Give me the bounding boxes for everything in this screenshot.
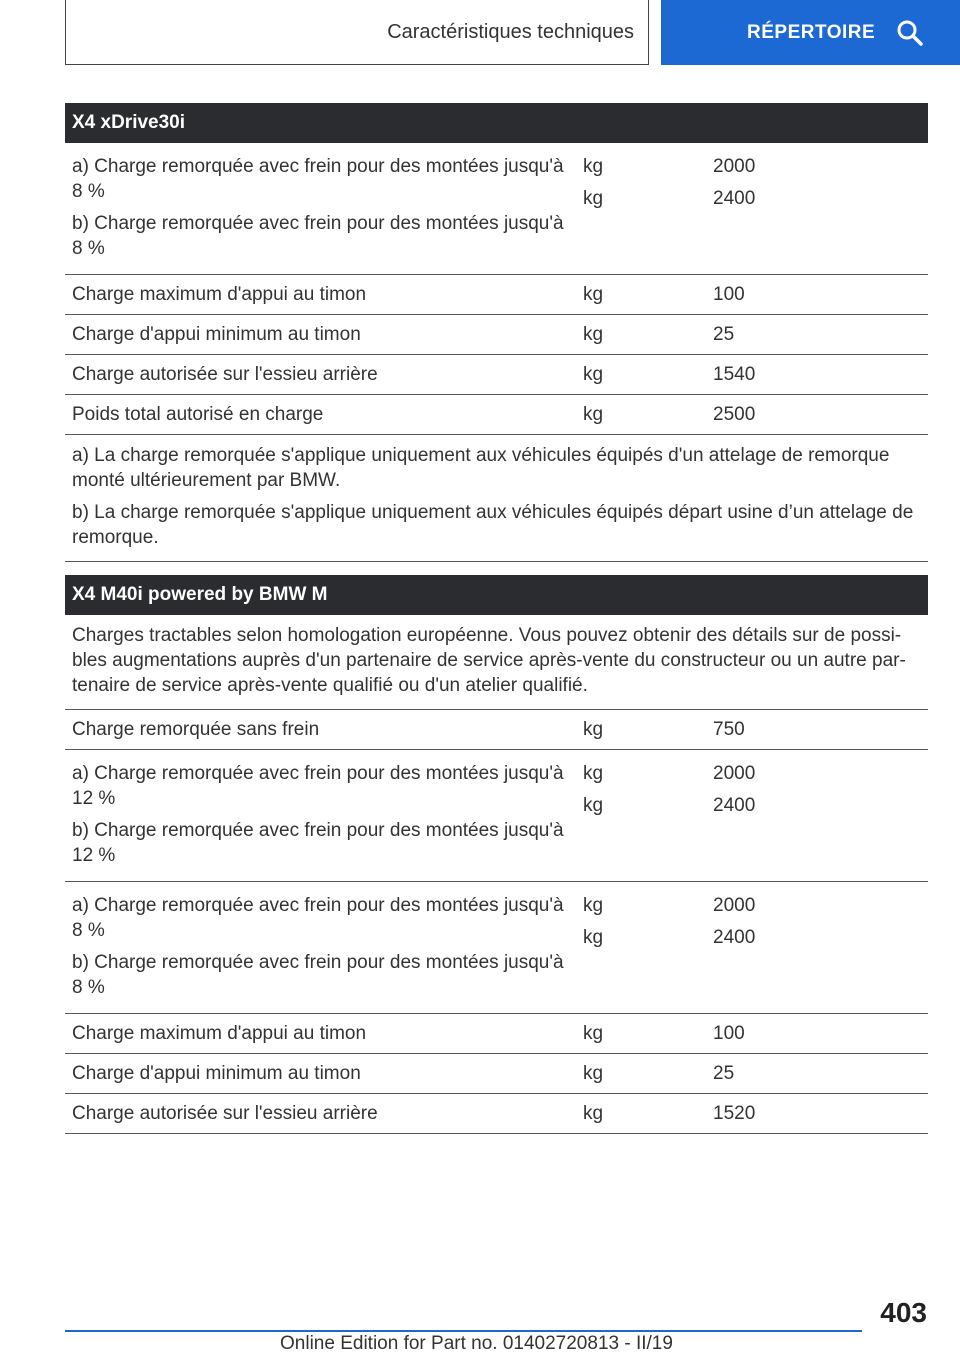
table-row	[65, 710, 928, 750]
row-unit-a: kg	[583, 156, 604, 177]
row-value: 1540	[713, 364, 756, 385]
row-label: Charge autorisée sur l'essieu arrière	[72, 1103, 378, 1124]
row-value: 100	[713, 1023, 745, 1044]
row-label-b: b) Charge remorquée avec frein pour des montées jusqu'à 12 %	[72, 820, 564, 866]
row-unit-b: kg	[583, 927, 604, 948]
row-unit: kg	[583, 364, 604, 385]
row-label-b: b) Charge remorquée avec frein pour des montées jusqu'à 8 %	[72, 213, 564, 259]
table-row	[65, 143, 928, 275]
row-value-b: 2400	[713, 795, 756, 816]
table-row	[65, 882, 928, 1014]
row-unit	[583, 893, 713, 1000]
table-row	[65, 750, 928, 882]
row-value: 2500	[713, 404, 756, 425]
row-unit: kg	[583, 324, 604, 345]
row-unit: kg	[583, 1063, 604, 1084]
row-unit: kg	[583, 719, 604, 740]
table-row	[65, 1094, 928, 1134]
row-label: Charge maximum d'appui au timon	[72, 284, 367, 305]
footer-edition-text: Online Edition for Part no. 01402720813 - II/19	[280, 1333, 673, 1354]
table-header	[65, 575, 928, 615]
row-value	[713, 893, 928, 1000]
row-label-a: a) Charge remorquée avec frein pour des montées jusqu'à 8 %	[72, 895, 564, 941]
row-value	[713, 761, 928, 868]
row-value-b: 2400	[713, 927, 756, 948]
table-row	[65, 395, 928, 435]
row-label-a: a) Charge remorquée avec frein pour des montées jusqu'à 8 %	[72, 156, 564, 202]
row-value	[713, 154, 928, 261]
row-unit	[583, 761, 713, 868]
spec-table-x4-xdrive30i	[65, 103, 928, 562]
row-value: 25	[713, 324, 735, 345]
row-unit: kg	[583, 1023, 604, 1044]
table-title: X4 M40i powered by BMW M	[72, 584, 328, 605]
section-title: Caractéristiques techniques	[387, 20, 634, 43]
row-value: 750	[713, 719, 745, 740]
row-unit	[583, 154, 713, 261]
row-unit: kg	[583, 284, 604, 305]
table-row	[65, 275, 928, 315]
row-value: 100	[713, 284, 745, 305]
row-label: Charge remorquée sans frein	[72, 719, 320, 740]
row-label-a: a) Charge remorquée avec frein pour des montées jusqu'à 12 %	[72, 763, 564, 809]
footnote-a: a) La charge remorquée s'applique uniquement aux véhicules équipés d'un attelage de remorque monté ultérieurement par BMW.	[72, 445, 890, 491]
page-number: 403	[880, 1297, 927, 1328]
table-row	[65, 1054, 928, 1094]
row-label	[65, 154, 583, 261]
row-label-b: b) Charge remorquée avec frein pour des montées jusqu'à 8 %	[72, 952, 564, 998]
row-label	[65, 761, 583, 868]
table-row	[65, 315, 928, 355]
row-label	[65, 893, 583, 1000]
row-label: Charge maximum d'appui au timon	[72, 1023, 367, 1044]
table-row	[65, 1014, 928, 1054]
top-bar	[0, 0, 960, 66]
table-title: X4 xDrive30i	[72, 112, 186, 133]
search-icon	[896, 19, 924, 47]
row-value-a: 2000	[713, 156, 756, 177]
repertoire-label: RÉPERTOIRE	[747, 21, 876, 43]
table-footnote	[65, 435, 928, 562]
row-value: 1520	[713, 1103, 756, 1124]
intro-text: Charges tractables selon homologation européenne. Vous pouvez obtenir des détails sur de possi- bles augmentations auprès d'un partenaire de service après-vente du constructeur ou un autre par- tenaire de service après-vente qualifié ou d'un atelier qualifié.	[72, 625, 906, 696]
row-label: Poids total autorisé en charge	[72, 404, 324, 425]
row-unit-a: kg	[583, 895, 604, 916]
row-unit: kg	[583, 404, 604, 425]
row-value-b: 2400	[713, 188, 756, 209]
row-unit: kg	[583, 1103, 604, 1124]
repertoire-button[interactable]	[661, 0, 960, 65]
row-value-a: 2000	[713, 763, 756, 784]
footnote-b: b) La charge remorquée s'applique uniquement aux véhicules équipés départ usine d’un attelage de remorque.	[72, 502, 914, 548]
section-title-tab[interactable]	[65, 0, 649, 65]
row-unit-b: kg	[583, 795, 604, 816]
footer-divider	[65, 1330, 862, 1332]
row-label: Charge autorisée sur l'essieu arrière	[72, 364, 378, 385]
row-value: 25	[713, 1063, 735, 1084]
row-label: Charge d'appui minimum au timon	[72, 1063, 361, 1084]
table-header	[65, 103, 928, 143]
row-label: Charge d'appui minimum au timon	[72, 324, 361, 345]
spec-table-x4-m40i	[65, 575, 928, 1134]
row-unit-b: kg	[583, 188, 604, 209]
table-row	[65, 355, 928, 395]
row-unit-a: kg	[583, 763, 604, 784]
table-intro	[65, 615, 928, 710]
row-value-a: 2000	[713, 895, 756, 916]
